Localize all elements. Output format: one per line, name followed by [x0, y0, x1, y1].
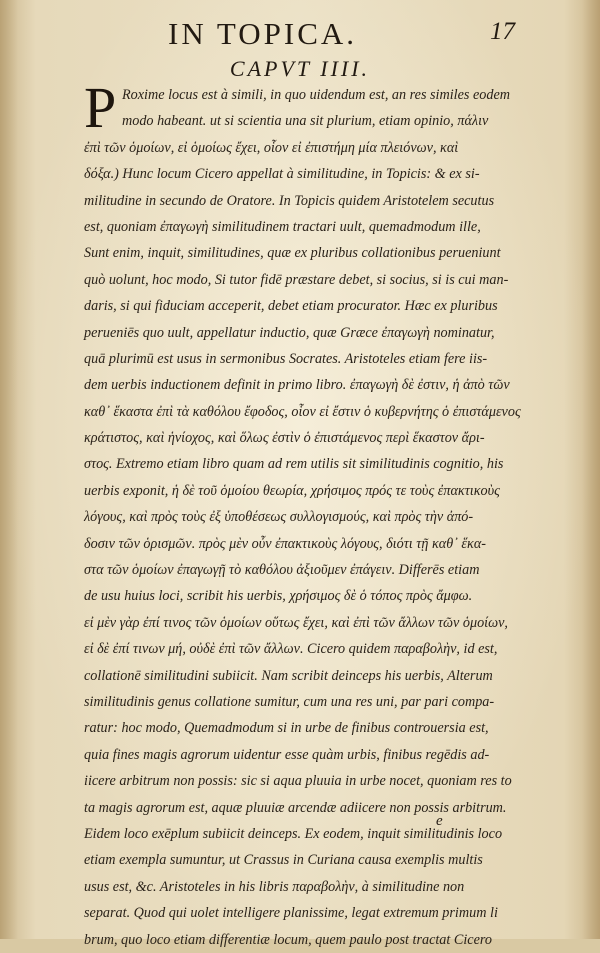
- text-line: εἰ δὲ ἐπί τινων μή, οὐδὲ ἐπὶ τῶν ἄλλων. Cicero quidem παραβολὴν, id est,: [84, 641, 498, 658]
- text-line: καθ᾽ ἕκαστα ἐπὶ τὰ καθόλου ἔφοδος, οἷον εἰ ἔστιν ὁ κυβερνήτης ὁ ἐπιστάμενος: [84, 403, 521, 420]
- page-header: [0, 14, 600, 54]
- text-line: dem uerbis inductionem definit in primo libro. ἐπαγωγὴ δὲ ἐστιν, ἡ ἀπὸ τῶν: [84, 377, 510, 394]
- text-line: est, quoniam ἐπαγωγὴ similitudinem tractari uult, quemadmodum ille,: [84, 218, 481, 235]
- text-line: separat. Quod qui uolet intelligere planissime, legat extremum primum li: [84, 905, 498, 922]
- page-edge-shadow: [582, 0, 600, 939]
- text-line: στος. Extremo etiam libro quam ad rem utilis sit similitudinis cognitio, his: [84, 456, 504, 473]
- text-line: ta magis agrorum est, aquæ pluuiæ arcendæ adiicere non possis arbitrum.: [84, 799, 507, 816]
- text-line: modo habeant. ut si scientia una sit plurium, etiam opinio, πάλιν: [122, 113, 489, 130]
- text-line: ratur: hoc modo, Quemadmodum si in urbe de finibus controuersia est,: [84, 720, 489, 737]
- text-line: similitudinis genus collatione sumitur, cum una res uni, par pari compa-: [84, 693, 495, 710]
- text-line: usus est, &c. Aristoteles in his libris παραβολὴν, à similitudine non: [84, 878, 465, 895]
- chapter-heading: CAPVT IIII.: [229, 56, 371, 81]
- text-line: uerbis exponit, ἡ δὲ τοῦ ὁμοίου θεωρία, χρήσιμος πρός τε τοὺς ἐπακτικοὺς: [84, 482, 500, 499]
- text-line: etiam exempla sumuntur, ut Crassus in Curiana causa exemplis multis: [84, 852, 483, 869]
- text-line: brum, quo loco etiam differentiæ locum, quem paulo post tractat Cicero: [84, 931, 492, 948]
- text-line: iicere arbitrum non possis: sic si aqua pluuia in urbe nocet, quoniam res to: [84, 773, 512, 790]
- body-text: [84, 75, 524, 953]
- running-title: IN TOPICA.: [168, 16, 358, 51]
- text-line: κράτιστος, καὶ ἡνίοχος, καὶ ὅλως ἐστὶν ὁ ἐπιστάμενος περὶ ἕκαστον ἄρι-: [84, 430, 485, 447]
- text-line: daris, si qui fiduciam acceperit, debet etiam procurator. Hæc ex pluribus: [84, 298, 498, 315]
- text-line: ἐπὶ τῶν ὁμοίων, εἰ ὁμοίως ἔχει, οἷον εἰ ἐπιστήμη μία πλειόνων, καὶ: [84, 139, 459, 156]
- text-line: Roxime locus est à simili, in quo uidendum est, an res similes eodem: [122, 87, 511, 103]
- text-line: quā plurimū est usus in sermonibus Socrates. Aristoteles etiam fere iis-: [84, 350, 488, 367]
- text-line: collationē similitudini subiicit. Nam scribit deinceps his uerbis, Alterum: [84, 667, 493, 684]
- page-number: 17: [490, 18, 515, 45]
- text-line: λόγους, καὶ πρὸς τοὺς ἐξ ὑποθέσεως συλλογισμούς, καὶ πρὸς τὴν ἀπό-: [84, 509, 474, 526]
- text-line: Eidem loco exēplum subiicit deinceps. Ex eodem, inquit similitudinis loco: [84, 825, 503, 842]
- catchword: e: [436, 813, 443, 829]
- text-line: εἰ μὲν γὰρ ἐπί τινος τῶν ὁμοίων οὕτως ἔχει, καὶ ἐπὶ τῶν ἄλλων τῶν ὁμοίων,: [84, 614, 508, 631]
- text-line: militudine in secundo de Oratore. In Topicis quidem Aristotelem secutus: [84, 192, 495, 209]
- drop-cap: P: [84, 75, 117, 140]
- text-line: στα τῶν ὁμοίων ἐπαγωγῇ τὸ καθόλου ἀξιοῦμεν ἐπάγειν. Differēs etiam: [84, 562, 480, 579]
- text-line: perueniēs quo uult, appellatur inductio, quæ Græce ἐπαγωγὴ nominatur,: [84, 324, 495, 341]
- text-line: quò uolunt, hoc modo, Si tutor fidē præstare debet, si socius, si is cui man-: [84, 271, 509, 288]
- text-line: δοσιν τῶν ὁρισμῶν. πρὸς μὲν οὖν ἐπακτικοὺς λόγους, διότι τῇ καθ᾽ ἕκα-: [84, 535, 487, 552]
- text-line: Sunt enim, inquit, similitudines, quæ ex pluribus collationibus perueniunt: [84, 245, 501, 262]
- page-gutter-shadow: [0, 0, 18, 939]
- text-line: quia fines magis agrorum uidentur esse quàm urbis, finibus regēdis ad-: [84, 746, 490, 763]
- text-line: δόξα.) Hunc locum Cicero appellat à similitudine, in Topicis: & ex si-: [84, 166, 480, 183]
- text-line: de usu huius loci, scribit his uerbis, χρήσιμος δὲ ὁ τόπος πρὸς ἄμφω.: [84, 588, 473, 605]
